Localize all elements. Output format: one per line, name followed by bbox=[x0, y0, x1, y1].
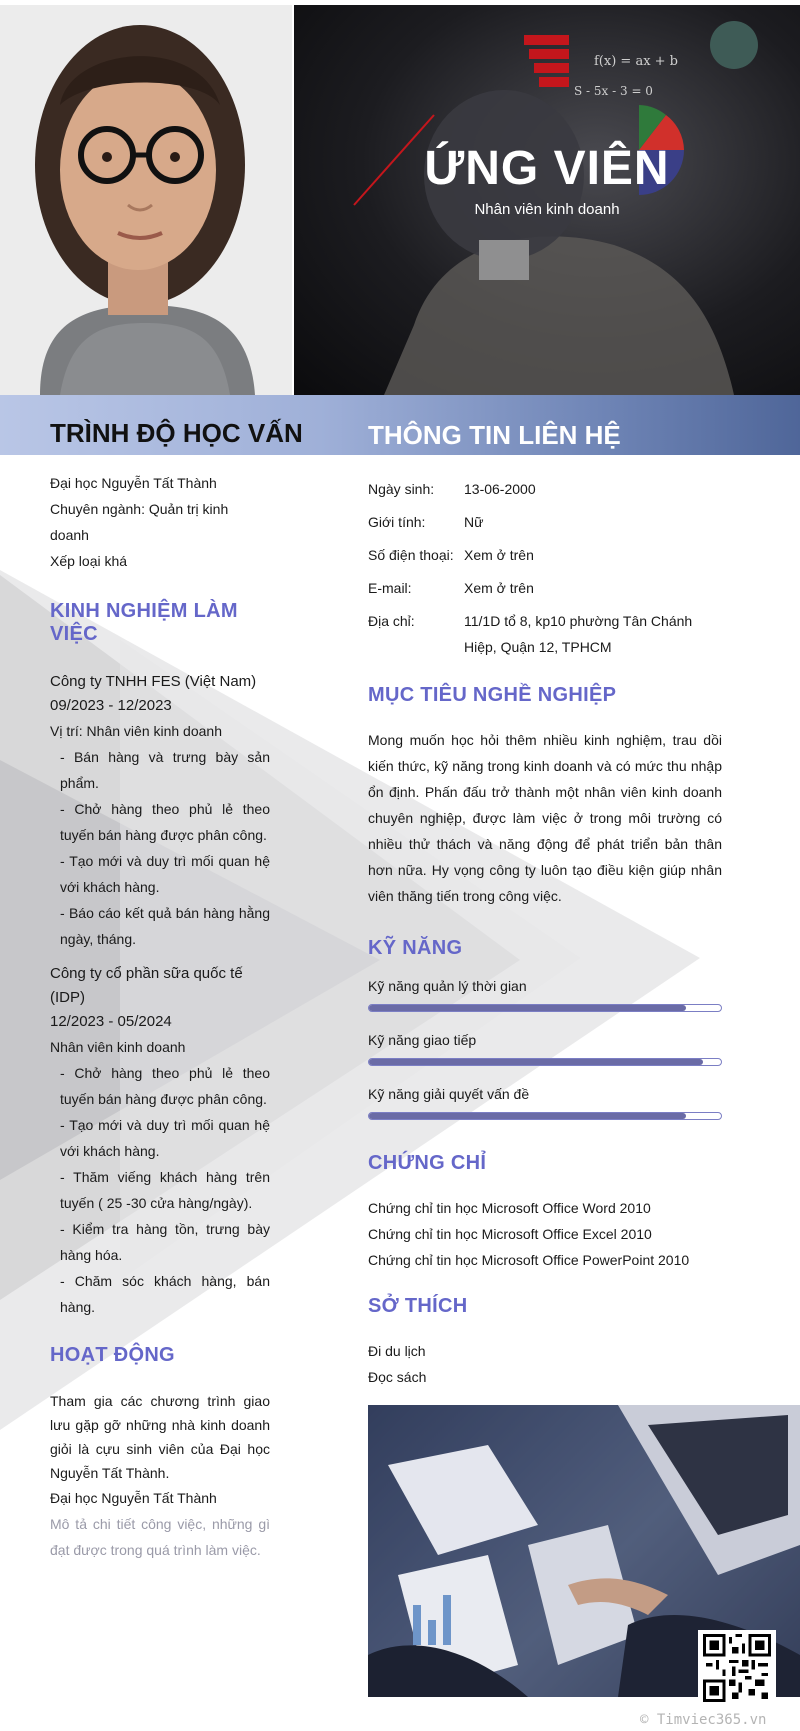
certificate-item: Chứng chỉ tin học Microsoft Office PowerPoint 2010 bbox=[368, 1252, 690, 1268]
header-banner bbox=[294, 5, 800, 395]
job-bullet: - Chăm sóc khách hàng, bán hàng. bbox=[60, 1273, 270, 1315]
skill-label: Kỹ năng quản lý thời gian bbox=[368, 978, 527, 994]
lightbulb-hand-icon bbox=[294, 5, 800, 395]
skill-label: Kỹ năng giao tiếp bbox=[368, 1032, 477, 1048]
contact-value: Xem ở trên bbox=[464, 547, 534, 563]
job-bullet: - Bán hàng và trưng bày sản phẩm. bbox=[60, 749, 270, 791]
activities-section bbox=[50, 1389, 270, 1563]
contact-value: 11/1D tổ 8, kp10 phường Tân Chánh Hiệp, Quận 12, TPHCM bbox=[464, 613, 693, 655]
person-portrait-icon bbox=[0, 5, 292, 395]
contact-row bbox=[368, 511, 722, 535]
education-line: Đại học Nguyễn Tất Thành bbox=[50, 475, 217, 491]
skills-heading: KỸ NĂNG bbox=[368, 937, 463, 959]
hobbies-section bbox=[368, 1338, 722, 1390]
education-section bbox=[50, 470, 270, 574]
job-bullet: - Tạo mới và duy trì mối quan hệ với khách hàng. bbox=[60, 1117, 270, 1159]
certificates-section bbox=[368, 1195, 722, 1273]
skill-item bbox=[368, 1030, 722, 1066]
objective-heading: MỤC TIÊU NGHỀ NGHIỆP bbox=[368, 684, 617, 706]
certificate-item: Chứng chỉ tin học Microsoft Office Word 2010 bbox=[368, 1200, 651, 1216]
contact-row bbox=[368, 544, 722, 568]
contact-value: Nữ bbox=[464, 514, 484, 530]
job-entry bbox=[50, 962, 270, 1320]
skill-label: Kỹ năng giải quyết vấn đề bbox=[368, 1086, 530, 1102]
job-period: 12/2023 - 05/2024 bbox=[50, 1013, 172, 1030]
contact-value: Xem ở trên bbox=[464, 580, 534, 596]
activities-org: Đại học Nguyễn Tất Thành bbox=[50, 1490, 217, 1506]
cv-title: ỨNG VIÊN bbox=[424, 142, 670, 195]
contact-row bbox=[368, 478, 722, 502]
job-bullet: - Chở hàng theo phủ lẻ theo tuyến bán hàng được phân công. bbox=[60, 1065, 270, 1107]
objective-text: Mong muốn học hỏi thêm nhiều kinh nghiệm, trau dồi kiến thức, kỹ năng trong kinh doanh và có mức thu nhập ổn định. Phấn đấu trở thành một nhân viên kinh doanh chuyên nghiệp, được làm việc ở trong môi trường có nhiều thử thách và năng động để phát triển bản thân hơn nữa. Hy vọng công ty luôn tạo điều kiện giúp nhân viên thăng tiến trong công việc. bbox=[368, 732, 722, 904]
activities-placeholder: Mô tả chi tiết công việc, những gì đạt được trong quá trình làm việc. bbox=[50, 1516, 270, 1558]
skill-fill bbox=[369, 1113, 686, 1119]
svg-text:f(x) = ax + b: f(x) = ax + b bbox=[594, 54, 679, 69]
footer-watermark: © Timviec365.vn bbox=[640, 1712, 767, 1728]
contact-row bbox=[368, 610, 722, 660]
job-bullet: - Báo cáo kết quả bán hàng hằng ngày, tháng. bbox=[60, 905, 270, 947]
contact-heading: THÔNG TIN LIÊN HỆ bbox=[368, 420, 621, 450]
education-line: Xếp loại khá bbox=[50, 553, 128, 569]
certificates-heading: CHỨNG CHỈ bbox=[368, 1152, 487, 1174]
job-bullet: - Thăm viếng khách hàng trên tuyến ( 25 -30 cửa hàng/ngày). bbox=[60, 1169, 270, 1211]
skill-fill bbox=[369, 1005, 686, 1011]
job-entry bbox=[50, 670, 270, 952]
certificate-item: Chứng chỉ tin học Microsoft Office Excel 2010 bbox=[368, 1226, 652, 1242]
contact-label: Giới tính: bbox=[368, 514, 426, 530]
cv-subtitle: Nhân viên kinh doanh bbox=[474, 201, 620, 218]
candidate-photo bbox=[0, 5, 292, 395]
skill-item bbox=[368, 1084, 722, 1120]
skill-fill bbox=[369, 1059, 703, 1065]
skills-section bbox=[368, 976, 722, 1120]
job-position: Nhân viên kinh doanh bbox=[50, 1039, 186, 1055]
education-line: Chuyên ngành: Quản trị kinh doanh bbox=[50, 501, 229, 543]
left-column bbox=[50, 470, 270, 1563]
skill-bar bbox=[368, 1112, 722, 1120]
contact-label: Số điện thoại: bbox=[368, 547, 454, 563]
contact-value: 13-06-2000 bbox=[464, 481, 536, 497]
qr-code-icon bbox=[702, 1634, 772, 1702]
contact-row bbox=[368, 577, 722, 601]
job-period: 09/2023 - 12/2023 bbox=[50, 697, 172, 714]
contact-section bbox=[368, 478, 722, 660]
skill-item bbox=[368, 976, 722, 1012]
skill-bar bbox=[368, 1058, 722, 1066]
hobbies-heading: SỞ THÍCH bbox=[368, 1295, 468, 1317]
contact-label: Địa chỉ: bbox=[368, 613, 415, 629]
contact-label: E-mail: bbox=[368, 580, 412, 596]
job-bullet: - Kiểm tra hàng tồn, trưng bày hàng hóa. bbox=[60, 1221, 270, 1263]
education-heading: TRÌNH ĐỘ HỌC VẤN bbox=[50, 418, 303, 448]
hobby-item: Đọc sách bbox=[368, 1369, 427, 1385]
job-company: Công ty cổ phần sữa quốc tế (IDP) bbox=[50, 965, 243, 1006]
job-bullet: - Tạo mới và duy trì mối quan hệ với khách hàng. bbox=[60, 853, 270, 895]
svg-text:S - 5x - 3 = 0: S - 5x - 3 = 0 bbox=[574, 84, 653, 98]
job-company: Công ty TNHH FES (Việt Nam) bbox=[50, 673, 257, 690]
contact-label: Ngày sinh: bbox=[368, 481, 435, 497]
job-bullet: - Chở hàng theo phủ lẻ theo tuyến bán hàng được phân công. bbox=[60, 801, 270, 843]
hobby-item: Đi du lịch bbox=[368, 1343, 426, 1359]
qr-code bbox=[698, 1630, 776, 1706]
skill-bar bbox=[368, 1004, 722, 1012]
activities-heading: HOẠT ĐỘNG bbox=[50, 1344, 175, 1366]
right-column bbox=[368, 478, 722, 1390]
job-position: Vị trí: Nhân viên kinh doanh bbox=[50, 723, 222, 739]
experience-heading: KINH NGHIỆM LÀM VIỆC bbox=[50, 600, 238, 645]
activities-text: Tham gia các chương trình giao lưu gặp gỡ những nhà kinh doanh giỏi là cựu sinh viên của Đại học Nguyễn Tất Thành. bbox=[50, 1393, 270, 1481]
